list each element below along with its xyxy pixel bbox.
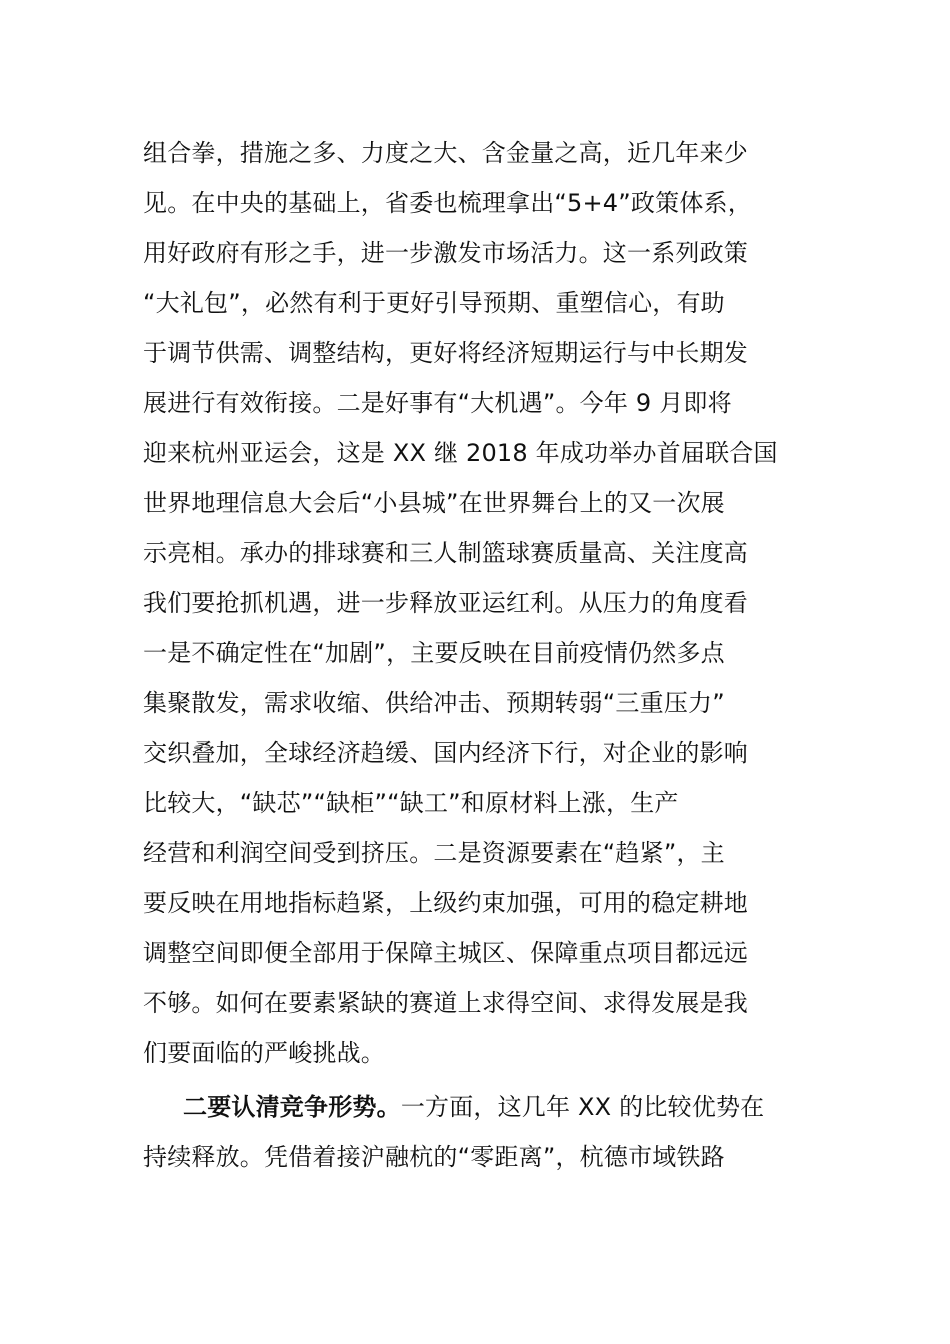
text-line: 交织叠加，全球经济趋缓、国内经济下行，对企业的影响	[143, 739, 748, 767]
text-line: 比较大，“缺芯”“缺柜”“缺工”和原材料上涨，生产	[143, 789, 679, 817]
text-line: 于调节供需、调整结构，更好将经济短期运行与中长期发	[143, 339, 748, 367]
section-heading: 二要认清竞争形势。	[183, 1093, 401, 1121]
text-line: 一是不确定性在“加剧”，主要反映在目前疫情仍然多点	[143, 639, 725, 667]
text-line: 用好政府有形之手，进一步激发市场活力。这一系列政策	[143, 239, 748, 267]
text-line: 见。在中央的基础上，省委也梳理拿出“5+4”政策体系，	[143, 189, 752, 217]
paragraph-heading-line	[143, 1082, 811, 1132]
text-line: 迎来杭州亚运会，这是 XX 继 2018 年成功举办首届联合国	[143, 439, 778, 467]
text-line: 集聚散发，需求收缩、供给冲击、预期转弱“三重压力”	[143, 689, 725, 717]
text-line: 经营和利润空间受到挤压。二是资源要素在“趋紧”，主	[143, 839, 725, 867]
text-line: 们要面临的严峻挑战。	[143, 1039, 385, 1067]
text-line: “大礼包”，必然有利于更好引导预期、重塑信心，有助	[143, 289, 725, 317]
text-line: 展进行有效衔接。二是好事有“大机遇”。今年 9 月即将	[143, 389, 732, 417]
text-line: 组合拳，措施之多、力度之大、含金量之高，近几年来少	[143, 139, 748, 167]
text-line: 调整空间即便全部用于保障主城区、保障重点项目都远远	[143, 939, 748, 967]
text-line: 我们要抢抓机遇，进一步释放亚运红利。从压力的角度看	[143, 589, 748, 617]
body-text	[143, 128, 811, 1182]
text-run: 一方面，这几年 XX 的比较优势在	[400, 1093, 765, 1121]
text-line: 持续释放。凭借着接沪融杭的“零距离”，杭德市域铁路	[143, 1143, 725, 1171]
text-line: 世界地理信息大会后“小县城”在世界舞台上的又一次展	[143, 489, 725, 517]
text-line: 示亮相。承办的排球赛和三人制篮球赛质量高、关注度高	[143, 539, 748, 567]
text-line: 不够。如何在要素紧缺的赛道上求得空间、求得发展是我	[143, 989, 748, 1017]
text-line: 要反映在用地指标趋紧，上级约束加强，可用的稳定耕地	[143, 889, 748, 917]
